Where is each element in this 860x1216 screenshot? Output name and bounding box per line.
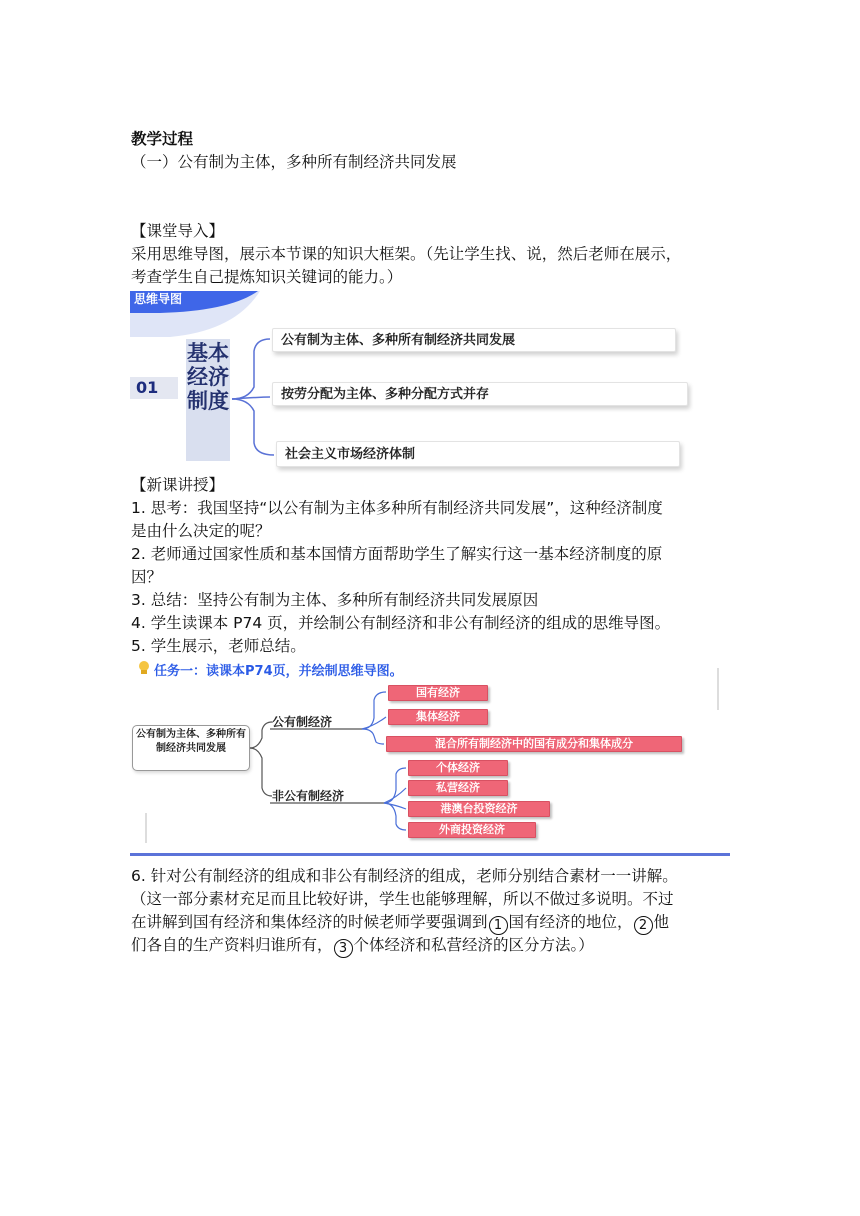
item-6-line-1: 6. 针对公有制经济的组成和非公有制经济的组成，老师分别结合素材一一讲解。 (131, 867, 678, 885)
section-number: 01 (136, 378, 159, 397)
item-6-line-4 (131, 934, 594, 958)
leaf-private: 私营经济 (408, 780, 508, 796)
page-heading: 教学过程 (131, 130, 194, 148)
item-5: 5. 学生展示，老师总结。 (131, 637, 306, 655)
mindmap-branch-2: 按劳分配为主体、多种分配方式并存 (272, 382, 688, 406)
mindmap-basic-economic-system (130, 291, 690, 467)
intro-line-2: 考查学生自己提炼知识关键词的能力。） (131, 268, 403, 286)
new-lesson-label: 【新课讲授】 (131, 476, 225, 494)
intro-line-1: 采用思维导图，展示本节课的知识大框架。（先让学生找、说，然后老师在展示， (131, 245, 682, 263)
nonpublic-economy-label: 非公有制经济 (272, 789, 345, 803)
item-6-line-3b: 国有经济的地位， (508, 913, 633, 931)
leaf-state-owned: 国有经济 (388, 685, 488, 701)
item-2-line-2: 因？ (131, 568, 163, 586)
item-3: 3. 总结：坚持公有制为主体、多种所有制经济共同发展原因 (131, 591, 539, 609)
mindmap-ownership-composition (130, 658, 730, 858)
task-title: 任务一：读课本P74页，并绘制思维导图。 (154, 664, 403, 679)
leaf-collective: 集体经济 (388, 709, 488, 725)
item-6-line-4b: 个体经济和私营经济的区分方法。） (353, 936, 594, 954)
mindmap-root: 基本经济制度 (187, 341, 229, 413)
mindmap2-bottom-rule (130, 853, 730, 856)
item-6-line-3a: 在讲解到国有经济和集体经济的时候老师学要强调到 (131, 913, 488, 931)
item-1-line-2: 是由什么决定的呢？ (131, 522, 271, 540)
mindmap-branch-1: 公有制为主体、多种所有制经济共同发展 (272, 328, 676, 352)
mindmap-branch-3: 社会主义市场经济体制 (276, 441, 680, 467)
mindmap2-root: 公有制为主体、多种所有制经济共同发展 (132, 725, 250, 771)
item-2-line-1: 2. 老师通过国家性质和基本国情方面帮助学生了解实行这一基本经济制度的原 (131, 545, 663, 563)
leaf-foreign-investment: 外商投资经济 (408, 822, 536, 838)
item-6-line-4a: 们各自的生产资料归谁所有， (131, 936, 333, 954)
intro-label: 【课堂导入】 (131, 222, 225, 240)
item-6-line-3 (131, 911, 669, 935)
item-6-line-2: （这一部分素材充足而且比较好讲，学生也能够理解，所以不做过多说明。不过 (131, 890, 674, 908)
item-4: 4. 学生读课本 P74 页，并绘制公有制经济和非公有制经济的组成的思维导图。 (131, 614, 671, 632)
leaf-mixed-ownership: 混合所有制经济中的国有成分和集体成分 (386, 736, 682, 752)
circled-number-3: 3 (334, 939, 353, 958)
circled-number-2: 2 (634, 916, 653, 935)
public-economy-label: 公有制经济 (272, 715, 333, 729)
section-subheading: （一）公有制为主体，多种所有制经济共同发展 (131, 153, 457, 171)
leaf-hk-macao-taiwan: 港澳台投资经济 (408, 801, 550, 817)
circled-number-1: 1 (489, 916, 508, 935)
item-1-line-1: 1. 思考：我国坚持“以公有制为主体多种所有制经济共同发展”，这种经济制度 (131, 499, 663, 517)
item-6-line-3c: 他 (653, 913, 670, 931)
lightbulb-icon (139, 661, 149, 674)
leaf-individual: 个体经济 (408, 760, 508, 776)
mindmap-banner-title: 思维导图 (134, 292, 183, 306)
